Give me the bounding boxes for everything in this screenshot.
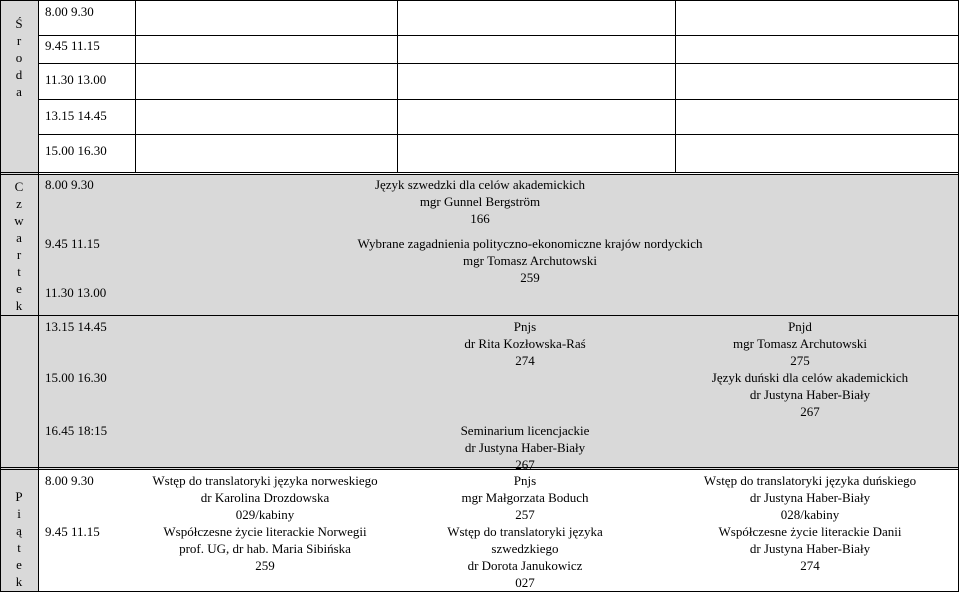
day-letter: w xyxy=(14,213,24,228)
course-teacher: prof. UG, dr hab. Maria Sibińska xyxy=(179,541,351,556)
day-letter: i xyxy=(17,506,21,521)
vline-left xyxy=(0,0,1,592)
day-letter: ą xyxy=(16,523,22,538)
day-letter: e xyxy=(16,281,22,296)
course-title: Pnjd xyxy=(788,319,812,334)
course-teacher: dr Dorota Janukowicz xyxy=(467,558,583,573)
line-s2 xyxy=(38,63,959,64)
time-slot: 13.15 14.45 xyxy=(45,319,107,334)
time-slot: 11.30 13.00 xyxy=(45,285,107,300)
day-letter: P xyxy=(15,489,23,504)
line-cz-split xyxy=(0,315,959,316)
vline-days xyxy=(38,0,39,592)
course-room: 257 xyxy=(515,507,535,522)
course-literatura-norwegii xyxy=(135,523,395,574)
day-letter: r xyxy=(16,247,22,262)
day-letter: e xyxy=(16,557,22,572)
time-slot: 9.45 11.15 xyxy=(45,236,100,251)
course-title: Seminarium licencjackie xyxy=(460,423,590,438)
course-literatura-danii xyxy=(675,523,945,574)
course-title: Wstęp do translatoryki języka duńskiego xyxy=(703,473,917,488)
day-sroda xyxy=(4,15,34,100)
day-letter: Ś xyxy=(15,16,23,31)
course-teacher: dr Justyna Haber-Biały xyxy=(749,387,871,402)
vline-sroda-2 xyxy=(397,0,398,172)
course-teacher: dr Justyna Haber-Biały xyxy=(749,490,871,505)
course-title: Pnjs xyxy=(513,319,537,334)
day-letter: a xyxy=(16,230,22,245)
course-title: Współczesne życie literackie Norwegii xyxy=(163,524,367,539)
course-title-cont: szwedzkiego xyxy=(491,541,559,556)
course-translatoryka-szwedzki xyxy=(410,523,640,591)
time-slot: 8.00 9.30 xyxy=(45,473,94,488)
course-pnjs-piatek xyxy=(410,472,640,523)
line-s4 xyxy=(38,134,959,135)
day-letter: o xyxy=(15,50,23,65)
day-letter: k xyxy=(15,298,23,313)
course-teacher: dr Karolina Drozdowska xyxy=(200,490,330,505)
day-letter: t xyxy=(17,264,21,279)
vline-sroda-1 xyxy=(135,0,136,172)
course-teacher: mgr Gunnel Bergström xyxy=(419,194,541,209)
day-letter: C xyxy=(14,179,24,194)
course-room: 027 xyxy=(515,575,535,590)
course-pnjs-czwartek xyxy=(405,318,645,369)
course-szwedzki-akademicki xyxy=(340,176,620,227)
course-room: 275 xyxy=(790,353,810,368)
day-letter: d xyxy=(15,67,23,82)
vline-sroda-3 xyxy=(675,0,676,172)
course-title: Wstęp do translatoryki języka xyxy=(447,524,603,539)
course-room: 166 xyxy=(470,211,490,226)
course-teacher: mgr Tomasz Archutowski xyxy=(733,336,867,351)
time-slot: 13.15 14.45 xyxy=(45,108,107,123)
course-teacher: mgr Małgorzata Boduch xyxy=(461,490,589,505)
course-dunski-akademicki xyxy=(670,369,950,420)
line-day-1b xyxy=(0,174,959,175)
course-teacher: mgr Tomasz Archutowski xyxy=(463,253,597,268)
day-letter: a xyxy=(16,84,22,99)
course-room: 259 xyxy=(255,558,275,573)
time-slot: 9.45 11.15 xyxy=(45,38,100,53)
course-room: 274 xyxy=(515,353,535,368)
course-translatoryka-norweski xyxy=(135,472,395,523)
time-slot: 16.45 18:15 xyxy=(45,423,108,438)
time-slot: 8.00 9.30 xyxy=(45,177,94,192)
line-day-1 xyxy=(0,172,959,173)
line-top xyxy=(0,0,959,1)
course-room: 267 xyxy=(515,457,535,472)
course-title: Pnjs xyxy=(513,473,537,488)
time-slot: 15.00 16.30 xyxy=(45,370,107,385)
course-room: 259 xyxy=(520,270,540,285)
day-czwartek xyxy=(4,178,34,314)
course-title: Współczesne życie literackie Danii xyxy=(718,524,902,539)
course-room: 274 xyxy=(800,558,820,573)
time-slot: 8.00 9.30 xyxy=(45,4,94,19)
course-title: Język duński dla celów akademickich xyxy=(711,370,909,385)
course-pnjd xyxy=(680,318,920,369)
course-teacher: dr Rita Kozłowska-Raś xyxy=(464,336,586,351)
course-title: Wstęp do translatoryki języka norweskiego xyxy=(152,473,378,488)
day-letter: t xyxy=(17,540,21,555)
course-room: 029/kabiny xyxy=(235,507,295,522)
day-letter: r xyxy=(16,33,22,48)
course-teacher: dr Justyna Haber-Biały xyxy=(749,541,871,556)
course-translatoryka-dunski xyxy=(675,472,945,523)
course-room: 267 xyxy=(800,404,820,419)
course-room: 028/kabiny xyxy=(780,507,840,522)
time-slot: 11.30 13.00 xyxy=(45,72,107,87)
time-slot: 9.45 11.15 xyxy=(45,524,100,539)
line-s1 xyxy=(38,35,959,36)
course-teacher: dr Justyna Haber-Biały xyxy=(464,440,586,455)
course-wybrane-zagadnienia xyxy=(300,235,760,286)
day-letter: k xyxy=(15,574,23,589)
day-letter: z xyxy=(16,196,22,211)
course-title: Wybrane zagadnienia polityczno-ekonomiczne krajów nordyckich xyxy=(357,236,703,251)
day-piatek xyxy=(4,488,34,590)
course-title: Język szwedzki dla celów akademickich xyxy=(374,177,586,192)
line-s3 xyxy=(38,99,959,100)
time-slot: 15.00 16.30 xyxy=(45,143,107,158)
course-seminarium xyxy=(415,422,635,473)
